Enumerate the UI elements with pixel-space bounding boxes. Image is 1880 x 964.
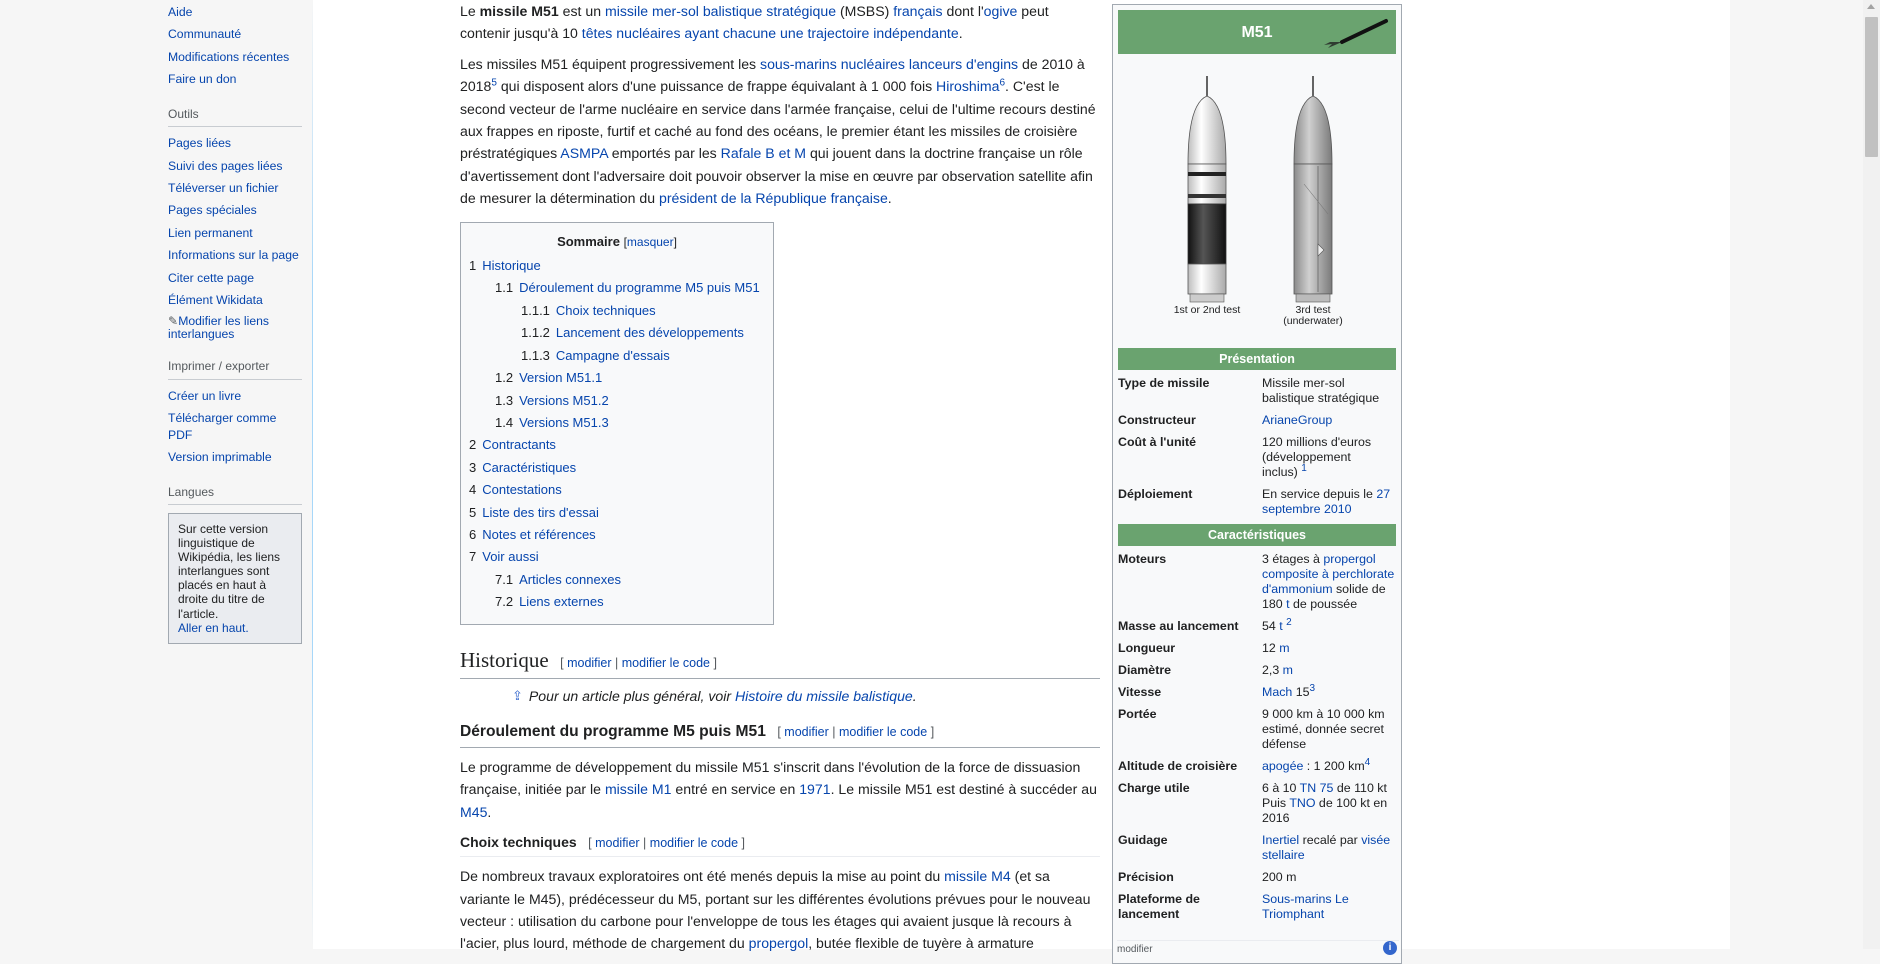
home-arrow-icon: ⇪ bbox=[512, 687, 523, 703]
reference-3[interactable]: 3 bbox=[1309, 682, 1316, 694]
toc-item-number: 1.2 bbox=[495, 370, 514, 386]
reference-4[interactable]: 4 bbox=[1364, 756, 1371, 768]
pencil-icon: ✎ bbox=[168, 313, 179, 328]
toc-item[interactable] bbox=[469, 502, 765, 524]
edit-source-button[interactable]: modifier le code bbox=[838, 724, 928, 739]
toc-item-number: 1.1.1 bbox=[521, 302, 550, 318]
link-propergol-composite[interactable]: propergol composite à perchlorate d'ammonium bbox=[1262, 552, 1395, 596]
go-to-top-link[interactable]: Aller en haut. bbox=[178, 620, 249, 635]
link-msbs[interactable]: missile mer-sol balistique stratégique bbox=[604, 3, 837, 19]
link-president[interactable]: président de la République française bbox=[659, 190, 888, 207]
toc-item-link[interactable]: Historique bbox=[482, 258, 541, 274]
infobox-row-longueur: Longueur 12 m bbox=[1118, 641, 1290, 655]
paragraph-deroulement: Le programme de développement du missile M51 s'inscrit dans l'évolution de la force de dissuasion française, initiée par le missile M1 entré en service en 1971. Le missile M51 est destiné à succéder au M45. bbox=[460, 758, 1097, 820]
sidebar-heading-tools: Outils bbox=[168, 106, 302, 127]
sidebar-border bbox=[312, 0, 313, 949]
infobox-row-moteurs: Moteurs 3 étages à propergol composite à perchlorate d'ammonium solide de 180 t de poussée bbox=[1118, 552, 1395, 611]
infobox-row-altitude: Altitude de croisière apogée : 1 200 $km^4$ bbox=[1118, 756, 1371, 773]
infobox-row-charge: Charge utile 6 à 10 TN 75 de 110 kt Puis TNO de 100 kt en 2016 bbox=[1118, 781, 1388, 825]
sidebar-item-lien-permanent[interactable]: Lien permanent bbox=[168, 225, 253, 240]
toc-item-number: 7.1 bbox=[495, 571, 514, 587]
infobox-row-constructeur: Constructeur ArianeGroup bbox=[1118, 413, 1333, 427]
toc-item[interactable] bbox=[469, 434, 765, 456]
sidebar-item-version-imprimable[interactable]: Version imprimable bbox=[168, 450, 272, 465]
toc-item-number: 3 bbox=[469, 459, 477, 475]
link-propergol[interactable]: propergol bbox=[748, 935, 809, 952]
edit-source-button[interactable]: modifier le code bbox=[621, 655, 710, 670]
toc-item[interactable] bbox=[469, 569, 765, 591]
missile-icon bbox=[1320, 18, 1390, 50]
toc-item-number: 2 bbox=[469, 437, 477, 453]
toc-item[interactable] bbox=[469, 345, 765, 367]
edit-source-button[interactable]: modifier le code bbox=[649, 836, 739, 851]
link-missile-m1[interactable]: missile M1 bbox=[604, 781, 672, 798]
missile-2-shape bbox=[1294, 76, 1332, 302]
toc-item-link[interactable]: Contestations bbox=[482, 482, 562, 498]
toc-item-link[interactable]: Déroulement du programme M5 puis M51 bbox=[519, 280, 760, 296]
edit-button[interactable]: modifier bbox=[567, 655, 612, 670]
section-edit-links: [ modifier | modifier le code ] bbox=[556, 655, 717, 670]
page bbox=[136, 0, 1730, 955]
link-metre[interactable]: m bbox=[1279, 641, 1290, 655]
toc-item-number: 5 bbox=[469, 504, 477, 520]
sidebar-top-links bbox=[168, 4, 302, 88]
toc-item-link[interactable]: Liens externes bbox=[519, 594, 604, 610]
link-visee-stellaire[interactable]: visée stellaire bbox=[1262, 833, 1391, 862]
section-heading-historique: Historique [ modifier | modifier le code ] bbox=[460, 647, 1100, 679]
sidebar-print-links bbox=[168, 388, 302, 466]
toc-item-link[interactable]: Contractants bbox=[482, 437, 556, 453]
toc-item-link[interactable]: Notes et références bbox=[482, 526, 596, 542]
infobox-row-masse: Masse au lancement 54 t $^2$ bbox=[1118, 616, 1292, 633]
reference-2[interactable]: 2 bbox=[1286, 616, 1292, 628]
toc-item-link[interactable]: Voir aussi bbox=[482, 549, 539, 565]
link-tonne[interactable]: t bbox=[1286, 597, 1290, 611]
article-body bbox=[460, 0, 1100, 963]
link-rafale[interactable]: Rafale B et M bbox=[720, 145, 807, 162]
toc-item-number: 7.2 bbox=[495, 594, 514, 610]
toc-item-number: 1.4 bbox=[495, 414, 514, 430]
toc-item[interactable] bbox=[469, 457, 765, 479]
edit-button[interactable]: modifier bbox=[595, 836, 640, 851]
link-1971[interactable]: 1971 bbox=[799, 781, 831, 798]
toc-hide-toggle[interactable]: masquer bbox=[626, 234, 674, 249]
infobox-row-guidage: Guidage Inertiel recalé par visée stellaire bbox=[1118, 833, 1391, 862]
toc-item-link[interactable]: Versions M51.2 bbox=[519, 392, 609, 408]
link-tonne[interactable]: t bbox=[1279, 619, 1283, 633]
toc-item[interactable] bbox=[469, 524, 765, 546]
infobox-section-presentation: Présentation bbox=[1118, 348, 1396, 370]
sidebar-heading-languages: Langues bbox=[168, 484, 302, 505]
article-subject: missile M51 bbox=[479, 3, 559, 19]
paragraph-choix: De nombreux travaux exploratoires ont été menés depuis la mise au point du missile M4 (et sa variante le M45), prédécesseur du M5, portant sur les différentes évolutions prévues pour le nouveau vecteur : utilisation du carbone pour l'enveloppe de tous les étages qui avaient jusque là recours à l'acier, plus lourd, méthode de chargement du propergol, butée flexible de tuyère à armature bbox=[460, 868, 1091, 952]
infobox-row-vitesse: Vitesse Mach $15^3$ bbox=[1118, 682, 1316, 699]
link-date-service[interactable]: 27 septembre 2010 bbox=[1262, 487, 1391, 516]
toc-item[interactable] bbox=[469, 591, 765, 613]
sidebar-item-label: Modifier les liens interlangues bbox=[168, 313, 269, 341]
sidebar-item-communaute[interactable]: Communauté bbox=[168, 27, 242, 42]
sidebar-tools-links bbox=[168, 135, 302, 309]
info-icon[interactable]: i bbox=[1383, 941, 1397, 955]
toc-item[interactable] bbox=[469, 367, 765, 389]
toc-item[interactable] bbox=[469, 412, 765, 434]
infobox-image[interactable] bbox=[1118, 54, 1396, 344]
reference-1[interactable]: 1 bbox=[1301, 462, 1307, 474]
link-histoire-missile[interactable]: Histoire du missile balistique bbox=[734, 687, 913, 704]
toc-item[interactable] bbox=[469, 390, 765, 412]
section-heading-choix: Choix techniques [ modifier | modifier le code ] bbox=[460, 831, 1100, 857]
toc-title: Sommaire [masquer] bbox=[557, 233, 677, 249]
link-inertiel[interactable]: Inertiel bbox=[1262, 833, 1300, 847]
scrollbar[interactable] bbox=[1863, 0, 1880, 949]
sidebar-item-modifications-recentes[interactable]: Modifications récentes bbox=[168, 49, 290, 64]
link-hiroshima[interactable]: Hiroshima bbox=[936, 78, 1000, 95]
link-sous-marins[interactable]: Sous-marins Le Triomphant bbox=[1262, 892, 1349, 921]
toc-item[interactable] bbox=[469, 300, 765, 322]
sidebar-heading-print: Imprimer / exporter bbox=[168, 358, 302, 379]
toc-item-number: 4 bbox=[469, 482, 477, 498]
infobox-section-caracteristiques: Caractéristiques bbox=[1118, 524, 1396, 546]
infobox-row-plateforme: Plateforme de lancement Sous-marins Le Triomphant bbox=[1118, 892, 1349, 921]
sidebar bbox=[136, 0, 312, 949]
sidebar-item-suivi-des-pages-liees[interactable]: Suivi des pages liées bbox=[168, 158, 283, 173]
infobox-row-deploiement: Déploiement En service depuis le 27 septembre 2010 bbox=[1118, 487, 1391, 516]
toc-item[interactable] bbox=[469, 277, 765, 299]
sidebar-item-telecharger-comme-pdf[interactable]: Télécharger comme PDF bbox=[168, 411, 277, 442]
link-mirv[interactable]: têtes nucléaires ayant chacune une trajectoire indépendante bbox=[581, 25, 959, 42]
link-asmpa[interactable]: ASMPA bbox=[560, 145, 608, 162]
sidebar-nav bbox=[168, 4, 302, 644]
toc-item[interactable] bbox=[469, 322, 765, 344]
toc-item-number: 1.1.3 bbox=[521, 347, 550, 363]
infobox-row-diametre: Diamètre 2,3 m bbox=[1118, 663, 1293, 677]
toc-item-link[interactable]: Versions M51.3 bbox=[519, 414, 609, 430]
infobox bbox=[1112, 4, 1402, 964]
sidebar-item-faire-un-don[interactable]: Faire un don bbox=[168, 72, 237, 87]
link-arianegroup[interactable]: ArianeGroup bbox=[1262, 413, 1333, 427]
toc-item-number: 1 bbox=[469, 258, 477, 274]
section-edit-links: [ modifier | modifier le code ] bbox=[773, 724, 935, 739]
link-snle[interactable]: sous-marins nucléaires lanceurs d'engins bbox=[760, 55, 1019, 72]
intro-paragraph-2: Les missiles M51 équipent progressivement les sous-marins nucléaires lanceurs d'engins de 2010 à 2018$^5$ qui disposent alors d'une puissance de frappe équivalant à 1 000 fois Hiroshima$^6$. C'est le second vecteur de l'arme nucléaire en service dans l'armée française, celui de l'ultime recours destiné aux frappes en riposte, furtif et caché au fond des océans, le premier étant les missiles de croisière préstratégiques ASMPA emportés par les Rafale B et M qui jouent dans la doctrine française un rôle d'avertissement dont l'adversaire doit pouvoir observer la mise en œuvre par observation satellite afin de mesurer la détermination du président de la République française. bbox=[460, 55, 1096, 207]
toc-item-link[interactable]: Campagne d'essais bbox=[555, 347, 670, 363]
link-francais[interactable]: français bbox=[893, 3, 943, 19]
section-heading-deroulement: Déroulement du programme M5 puis M51 [ modifier | modifier le code ] bbox=[460, 721, 1100, 748]
sidebar-item-informations-sur-la-page[interactable]: Informations sur la page bbox=[168, 248, 299, 263]
link-missile-m4[interactable]: missile M4 bbox=[944, 868, 1011, 885]
infobox-row-cout: Coût à l'unité 120 millions d'euros (développement inclus) $^1$ bbox=[1118, 435, 1372, 479]
infobox-row-type: Type de missile Missile mer-sol balistique stratégique bbox=[1118, 376, 1380, 405]
toc-item[interactable] bbox=[469, 546, 765, 568]
link-apogee[interactable]: apogée bbox=[1262, 759, 1304, 773]
image-caption-2: 3rd test (underwater) bbox=[1283, 304, 1343, 327]
infobox-row-precision: Précision 200 m bbox=[1118, 870, 1297, 884]
toc-item-link[interactable]: Version M51.1 bbox=[519, 370, 603, 386]
sidebar-item-creer-un-livre[interactable]: Créer un livre bbox=[168, 388, 242, 403]
table-of-contents bbox=[460, 222, 774, 625]
hatnote: ⇪ Pour un article plus général, voir Histoire du missile balistique . bbox=[460, 685, 1100, 707]
infobox-title: M51 bbox=[1118, 10, 1396, 54]
sidebar-item-pages-liees[interactable]: Pages liées bbox=[168, 136, 232, 151]
toc-item-link[interactable]: Caractéristiques bbox=[482, 459, 577, 475]
reference-6[interactable]: 6 bbox=[999, 77, 1006, 89]
reference-5[interactable]: 5 bbox=[491, 77, 497, 89]
sidebar-item-televerser-un-fichier[interactable]: Téléverser un fichier bbox=[168, 181, 279, 195]
toc-item-number: 7 bbox=[469, 549, 477, 565]
link-m45[interactable]: M45 bbox=[460, 803, 488, 820]
toc-item-link[interactable]: Articles connexes bbox=[519, 571, 621, 587]
link-tno[interactable]: TNO bbox=[1289, 796, 1316, 810]
infobox-edit-link[interactable]: modifier bbox=[1117, 940, 1399, 957]
sidebar-item-citer-cette-page[interactable]: Citer cette page bbox=[168, 270, 255, 285]
image-caption-1: 1st or 2nd test bbox=[1173, 304, 1241, 316]
scroll-up-arrow-icon[interactable] bbox=[1867, 4, 1875, 9]
sidebar-item-element-wikidata[interactable]: Élément Wikidata bbox=[168, 293, 263, 308]
missile-1-shape bbox=[1188, 76, 1226, 302]
languages-notice-box bbox=[168, 513, 302, 644]
sidebar-item-pages-speciales[interactable]: Pages spéciales bbox=[168, 203, 257, 218]
toc-item-link[interactable]: Liste des tirs d'essai bbox=[482, 504, 599, 520]
toc-item-number: 1.3 bbox=[495, 392, 514, 408]
infobox-row-portee: Portée 9 000 km à 10 000 km estimé, donnée secret défense bbox=[1118, 707, 1385, 751]
missile-diagram bbox=[1118, 54, 1398, 344]
link-ogive[interactable]: ogive bbox=[983, 3, 1018, 19]
link-tn75[interactable]: TN 75 bbox=[1299, 781, 1334, 795]
toc-item-number: 1.1.2 bbox=[521, 325, 550, 341]
toc-item-link[interactable]: Lancement des développements bbox=[555, 325, 744, 341]
toc-item-number: 1.1 bbox=[495, 280, 514, 296]
toc-list bbox=[469, 255, 765, 614]
sidebar-item-aide[interactable]: Aide bbox=[168, 5, 193, 19]
sidebar-item-edit-interlang[interactable] bbox=[168, 315, 302, 341]
toc-item[interactable] bbox=[469, 255, 765, 277]
languages-notice-text: Sur cette version linguistique de Wikipédia, les liens interlangues sont placés en haut à droite du titre de l'article. bbox=[178, 521, 281, 621]
toc-item-number: 6 bbox=[469, 526, 477, 542]
link-mach[interactable]: Mach bbox=[1262, 685, 1293, 699]
scrollbar-thumb[interactable] bbox=[1865, 17, 1878, 157]
toc-item[interactable] bbox=[469, 479, 765, 501]
intro-paragraph-1: Le missile M51 est un missile mer-sol balistique stratégique (MSBS) français dont l'ogive peut contenir jusqu'à 10 têtes nucléaires ayant chacune une trajectoire indépendante. bbox=[460, 3, 1049, 42]
toc-item-link[interactable]: Choix techniques bbox=[555, 302, 656, 318]
edit-button[interactable]: modifier bbox=[784, 724, 829, 739]
link-metre[interactable]: m bbox=[1282, 663, 1293, 677]
section-edit-links: [ modifier | modifier le code ] bbox=[584, 836, 745, 851]
